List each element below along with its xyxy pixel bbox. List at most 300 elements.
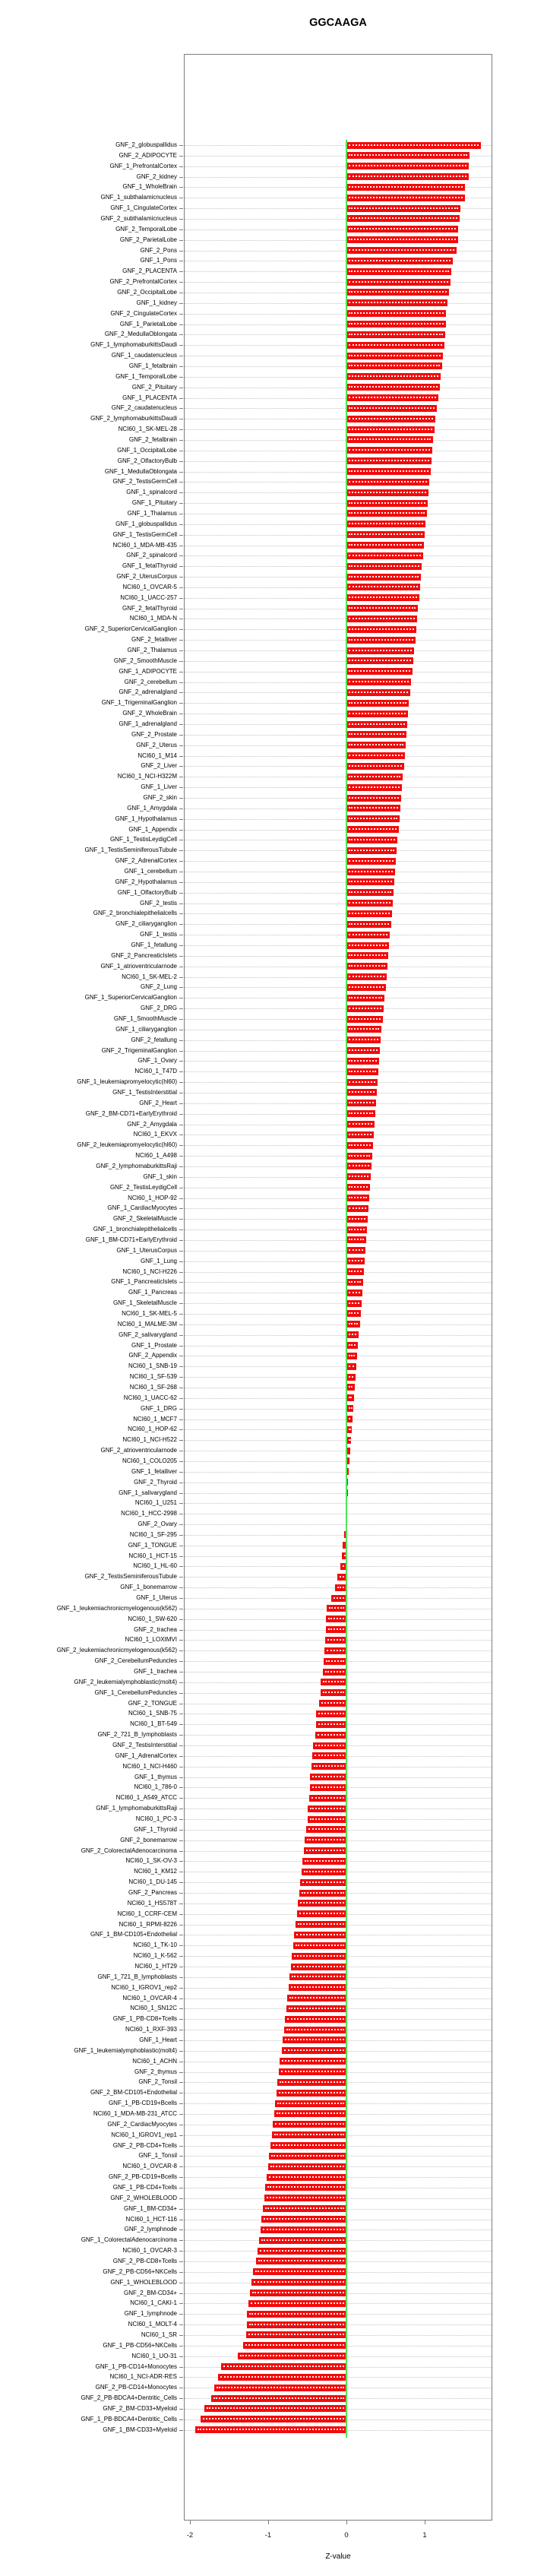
row-label: NCI60_1_A498 xyxy=(135,1152,177,1160)
row-label: GNF_2_PB-CD4+Tcells xyxy=(112,2141,177,2149)
bar xyxy=(304,1847,346,1854)
y-axis-tick xyxy=(179,2051,183,2052)
bar xyxy=(346,1016,383,1023)
x-axis-tick-label: 0 xyxy=(344,2531,349,2540)
row-gridline xyxy=(185,861,492,862)
y-axis-tick xyxy=(179,1587,183,1588)
bar xyxy=(346,1005,384,1012)
row-gridline xyxy=(185,924,492,925)
y-axis-tick xyxy=(179,2146,183,2147)
chart-title: GGCAAGA xyxy=(309,17,367,29)
row-gridline xyxy=(185,1114,492,1115)
row-label: GNF_2_bronchialepithelialcells xyxy=(93,910,177,917)
bar xyxy=(319,1700,346,1707)
row-gridline xyxy=(185,913,492,914)
row-label: GNF_1_spinalcord xyxy=(126,489,177,496)
bar xyxy=(323,1669,346,1676)
row-gridline xyxy=(185,1166,492,1167)
bar xyxy=(346,416,435,422)
row-label: GNF_1_TestisSeminiferousTubule xyxy=(84,847,177,854)
y-axis-tick xyxy=(179,271,183,272)
row-label: GNF_1_WholeBrain xyxy=(122,183,177,191)
row-label: GNF_1_fetalbrain xyxy=(128,362,177,369)
row-label: GNF_2_BM-CD33+Myeloid xyxy=(103,2404,177,2412)
bar xyxy=(285,2016,346,2023)
y-axis-tick xyxy=(179,1008,183,1009)
bar xyxy=(346,784,402,791)
bar xyxy=(346,1290,362,1296)
row-label: GNF_1_adrenalgland xyxy=(119,720,177,728)
row-label: GNF_1_leukemialymphoblastic(molt4) xyxy=(74,2046,177,2054)
y-axis-tick xyxy=(179,566,183,567)
bar xyxy=(346,236,458,243)
bar xyxy=(346,1405,353,1412)
bar xyxy=(346,1394,354,1401)
bar xyxy=(346,163,469,169)
y-axis-tick xyxy=(179,882,183,883)
row-label: GNF_1_PLACENTA xyxy=(122,394,177,401)
row-gridline xyxy=(185,334,492,335)
bar xyxy=(326,1626,346,1633)
bar xyxy=(346,489,428,496)
y-axis-tick xyxy=(179,187,183,188)
bar xyxy=(259,2237,346,2244)
bar xyxy=(346,721,407,728)
row-gridline xyxy=(185,1535,492,1536)
y-axis-tick xyxy=(179,2135,183,2136)
row-label: NCI60_1_UACC-257 xyxy=(120,593,177,601)
row-label: GNF_1_caudatenucleus xyxy=(111,352,177,359)
bar xyxy=(346,563,422,570)
row-label: GNF_1_WHOLEBLOOD xyxy=(110,2278,177,2286)
row-label: NCI60_1_SNB-19 xyxy=(128,1362,177,1370)
row-label: GNF_2_Pituitary xyxy=(131,383,177,391)
bar xyxy=(247,2321,346,2328)
y-axis-tick xyxy=(179,1735,183,1736)
row-label: GNF_2_CardiacMyocytes xyxy=(107,2120,177,2128)
y-axis-tick xyxy=(179,535,183,536)
bar xyxy=(346,362,442,369)
y-axis-tick xyxy=(179,1756,183,1757)
bar xyxy=(291,1964,346,1970)
y-axis-tick xyxy=(179,156,183,157)
row-label: GNF_2_PB-BDCA4+Dentritic_Cells xyxy=(81,2394,177,2402)
row-label: GNF_2_fetalliver xyxy=(131,636,177,644)
row-label: GNF_2_Uterus xyxy=(136,741,177,748)
row-gridline xyxy=(185,1261,492,1262)
bar xyxy=(346,184,465,191)
row-gridline xyxy=(185,1019,492,1020)
bar xyxy=(346,1216,368,1223)
row-label: NCI60_1_SK-MEL-5 xyxy=(122,1309,177,1317)
row-gridline xyxy=(185,850,492,851)
bar xyxy=(346,1173,371,1180)
y-axis-tick xyxy=(179,2261,183,2262)
row-label: GNF_1_ciliaryganglion xyxy=(115,1025,177,1033)
row-gridline xyxy=(185,1040,492,1041)
y-axis-tick xyxy=(179,766,183,767)
row-label: NCI60_1_SF-295 xyxy=(129,1530,177,1538)
y-axis-tick xyxy=(179,692,183,693)
y-axis-tick xyxy=(179,1282,183,1283)
y-axis-tick xyxy=(179,1893,183,1894)
row-label: GNF_2_PLACENTA xyxy=(122,267,177,275)
y-axis-tick xyxy=(179,682,183,683)
row-label: GNF_1_TestisGermCell xyxy=(112,530,177,538)
row-label: GNF_1_PrefrontalCortex xyxy=(109,162,177,169)
bar xyxy=(346,668,413,675)
y-axis-tick xyxy=(179,2229,183,2230)
bar xyxy=(311,1763,346,1770)
bar xyxy=(253,2268,346,2275)
row-label: NCI60_1_SR xyxy=(141,2331,177,2338)
y-axis-tick xyxy=(179,282,183,283)
row-label: NCI60_1_MDA-MB-231_ATCC xyxy=(93,2109,177,2117)
row-label: GNF_1_Pituitary xyxy=(131,499,177,507)
y-axis-tick xyxy=(179,251,183,252)
bar xyxy=(346,321,446,328)
row-gridline xyxy=(185,1493,492,1494)
row-label: GNF_2_PB-CD19+Bcells xyxy=(108,2173,177,2181)
bar xyxy=(346,510,427,517)
row-label: NCI60_1_OVCAR-8 xyxy=(122,2163,177,2170)
row-label: NCI60_1_MCF7 xyxy=(133,1415,177,1422)
y-axis-tick xyxy=(179,1619,183,1620)
row-label: NCI60_1_CCRF-CEM xyxy=(117,1910,177,1917)
row-label: GNF_2_SmoothMuscle xyxy=(113,657,177,664)
row-label: GNF_2_leukemiachronicmyelogenous(k562) xyxy=(56,1647,177,1654)
bar xyxy=(346,1331,359,1338)
bar xyxy=(324,1647,346,1654)
y-axis-tick xyxy=(179,1851,183,1852)
y-axis-tick xyxy=(179,1745,183,1746)
y-axis-tick xyxy=(179,461,183,462)
row-gridline xyxy=(185,692,492,693)
bar xyxy=(346,594,419,601)
bar xyxy=(346,657,413,664)
bar xyxy=(346,1416,353,1422)
y-axis-tick xyxy=(179,903,183,904)
row-label: GNF_2_trachea xyxy=(134,1625,177,1633)
y-axis-tick xyxy=(179,1787,183,1788)
row-label: NCI60_1_UO-31 xyxy=(131,2352,177,2359)
row-label: GNF_1_lymphomaburkittsDaudi xyxy=(90,341,177,349)
y-axis-tick xyxy=(179,1977,183,1978)
y-axis-tick xyxy=(179,408,183,409)
row-label: NCI60_1_SK-MEL-2 xyxy=(122,973,177,980)
row-gridline xyxy=(185,882,492,883)
bar xyxy=(346,205,460,212)
row-gridline xyxy=(185,945,492,946)
bar xyxy=(275,2100,346,2107)
bar xyxy=(273,2121,346,2128)
row-gridline xyxy=(185,987,492,988)
bar xyxy=(247,2311,346,2318)
bar xyxy=(286,2005,346,2012)
bar xyxy=(302,1858,346,1865)
bar xyxy=(346,173,469,180)
y-axis-tick xyxy=(179,787,183,788)
row-gridline xyxy=(185,1198,492,1199)
row-label: GNF_1_TestisLeydigCell xyxy=(109,836,177,843)
y-axis-tick xyxy=(179,2303,183,2304)
row-label: NCI60_1_HCT-15 xyxy=(128,1552,177,1559)
bar xyxy=(218,2374,346,2381)
row-label: NCI60_1_NCI-H322M xyxy=(117,773,177,780)
y-axis-tick xyxy=(179,1914,183,1915)
bar xyxy=(346,952,388,959)
row-gridline xyxy=(185,1472,492,1473)
bar xyxy=(346,932,390,938)
bar xyxy=(346,289,449,296)
bar xyxy=(346,826,399,833)
row-label: NCI60_1_ACHN xyxy=(132,2057,177,2065)
x-axis-tick-label: -1 xyxy=(264,2531,272,2540)
y-axis-tick xyxy=(179,1693,183,1694)
row-label: GNF_2_PB-CD56+NKCells xyxy=(103,2267,177,2275)
row-label: GNF_1_thymus xyxy=(134,1773,177,1780)
row-gridline xyxy=(185,1398,492,1399)
y-axis-tick xyxy=(179,1103,183,1104)
row-gridline xyxy=(185,1524,492,1525)
bar xyxy=(204,2405,346,2412)
row-label: GNF_1_TONGUE xyxy=(128,1541,177,1549)
row-label: GNF_1_CardiacMyocytes xyxy=(107,1204,177,1212)
bar xyxy=(346,616,417,622)
y-axis-tick xyxy=(179,1724,183,1725)
bar xyxy=(346,521,425,527)
row-gridline xyxy=(185,1335,492,1336)
row-label: GNF_1_fetallung xyxy=(131,941,177,949)
y-axis-tick xyxy=(179,377,183,378)
bar xyxy=(346,1036,381,1043)
y-axis-tick xyxy=(179,303,183,304)
y-axis-tick xyxy=(179,1882,183,1883)
bar xyxy=(346,1236,366,1243)
row-gridline xyxy=(185,1008,492,1009)
row-gridline xyxy=(185,1272,492,1273)
row-label: GNF_2_Pancreas xyxy=(128,1889,177,1896)
row-label: GNF_1_SkeletalMuscle xyxy=(112,1299,177,1307)
bar xyxy=(346,1110,375,1117)
row-gridline xyxy=(185,650,492,651)
row-label: NCI60_1_RXF-393 xyxy=(125,2026,177,2033)
y-axis-tick xyxy=(179,924,183,925)
bar xyxy=(346,973,387,980)
bar xyxy=(346,310,446,317)
y-axis-tick xyxy=(179,2240,183,2241)
bar xyxy=(221,2363,346,2370)
row-label: NCI60_1_COLO205 xyxy=(122,1457,177,1464)
y-axis-tick xyxy=(179,2166,183,2167)
row-label: GNF_1_Pons xyxy=(140,257,177,264)
y-axis-tick xyxy=(179,861,183,862)
bar xyxy=(256,2258,346,2264)
y-axis-tick xyxy=(179,208,183,209)
row-label: GNF_1_kidney xyxy=(136,299,177,306)
row-gridline xyxy=(185,830,492,831)
row-gridline xyxy=(185,703,492,704)
row-label: GNF_2_ADIPOCYTE xyxy=(119,151,177,159)
y-axis-tick xyxy=(179,629,183,630)
bar xyxy=(346,542,424,549)
row-label: GNF_2_721_B_lymphoblasts xyxy=(97,1731,177,1739)
y-axis-tick xyxy=(179,492,183,493)
row-gridline xyxy=(185,1208,492,1209)
y-axis-tick xyxy=(179,2324,183,2325)
y-axis-tick xyxy=(179,1198,183,1199)
y-axis-tick xyxy=(179,1419,183,1420)
y-axis-tick xyxy=(179,2335,183,2336)
row-label: GNF_2_thymus xyxy=(134,2068,177,2075)
y-axis-tick xyxy=(179,2356,183,2357)
row-label: NCI60_1_SF-539 xyxy=(129,1373,177,1381)
bar xyxy=(346,1247,365,1254)
row-label: GNF_2_bonemarrow xyxy=(120,1836,177,1843)
row-label: NCI60_1_MDA-MB-435 xyxy=(112,541,177,549)
row-label: NCI60_1_OVCAR-3 xyxy=(122,2247,177,2255)
bar xyxy=(346,1153,372,1160)
y-axis-tick xyxy=(179,1061,183,1062)
bar xyxy=(346,731,406,738)
y-axis-tick xyxy=(179,1366,183,1367)
row-label: GNF_1_PB-CD56+NKCells xyxy=(103,2341,177,2349)
row-label: NCI60_1_NCI-H460 xyxy=(122,1762,177,1770)
row-label: GNF_2_OccipitalLobe xyxy=(117,288,177,296)
row-label: GNF_1_subthalamicnucleus xyxy=(100,194,177,201)
row-label: GNF_2_TemporalLobe xyxy=(115,225,177,233)
bar xyxy=(211,2395,346,2402)
row-label: GNF_2_PancreaticIslets xyxy=(111,951,177,959)
bar xyxy=(346,142,481,149)
y-axis-tick xyxy=(179,1945,183,1946)
zero-line xyxy=(346,140,347,2438)
row-label: NCI60_1_HT29 xyxy=(134,1963,177,1970)
row-label: GNF_2_Prostate xyxy=(131,730,177,738)
bar xyxy=(346,752,405,759)
y-axis-tick xyxy=(179,1114,183,1115)
bar xyxy=(346,1353,357,1359)
row-gridline xyxy=(185,1071,492,1072)
bar xyxy=(346,531,425,538)
row-label: NCI60_1_HCC-2998 xyxy=(121,1510,177,1517)
row-label: NCI60_1_NCI-H522 xyxy=(122,1436,177,1444)
bar xyxy=(346,858,396,865)
row-gridline xyxy=(185,956,492,957)
row-label: GNF_1_ColorectalAdenocarcinoma xyxy=(81,2236,177,2244)
row-label: GNF_2_cerebellum xyxy=(124,678,177,685)
bar xyxy=(302,1869,346,1875)
row-label: GNF_1_BM-CD33+Myeloid xyxy=(103,2426,177,2433)
bar xyxy=(346,878,394,885)
bar xyxy=(346,605,418,612)
row-label: NCI60_1_PC-3 xyxy=(135,1815,177,1823)
y-axis-tick xyxy=(179,1261,183,1262)
y-axis-tick xyxy=(179,1682,183,1683)
y-axis-tick xyxy=(179,661,183,662)
bar xyxy=(313,1742,346,1749)
bar xyxy=(277,2090,346,2097)
bar xyxy=(346,1068,378,1075)
row-label: GNF_2_Tonsil xyxy=(138,2078,177,2086)
row-gridline xyxy=(185,787,492,788)
y-axis-tick xyxy=(179,2251,183,2252)
y-axis-tick xyxy=(179,1398,183,1399)
row-label: GNF_1_TemporalLobe xyxy=(115,372,177,380)
bar xyxy=(346,1142,373,1149)
row-label: GNF_1_PB-BDCA4+Dentritic_Cells xyxy=(81,2415,177,2423)
row-label: GNF_2_Heart xyxy=(139,1099,177,1106)
row-gridline xyxy=(185,1303,492,1304)
bar xyxy=(346,847,397,854)
row-label: NCI60_1_NCI-H226 xyxy=(122,1267,177,1275)
row-label: GNF_2_caudatenucleus xyxy=(111,404,177,412)
y-axis-tick xyxy=(179,756,183,757)
row-label: NCI60_1_M14 xyxy=(138,752,177,759)
bar xyxy=(282,2047,346,2054)
y-axis-tick xyxy=(179,850,183,851)
y-axis-tick xyxy=(179,1640,183,1641)
y-axis-tick xyxy=(179,240,183,241)
y-axis-tick xyxy=(179,1461,183,1462)
row-label: GNF_1_TrigeminalGanglion xyxy=(101,699,177,707)
row-label: GNF_2_lymphomaburkittsRaji xyxy=(96,1162,177,1169)
bar xyxy=(346,457,432,464)
y-axis-tick xyxy=(179,2156,183,2157)
row-gridline xyxy=(185,1282,492,1283)
row-label: GNF_1_bronchialepithelialcells xyxy=(93,1226,177,1233)
y-axis-tick xyxy=(179,145,183,146)
row-label: NCI60_1_KM12 xyxy=(134,1868,177,1875)
y-axis-tick xyxy=(179,2008,183,2009)
row-label: GNF_1_Thalamus xyxy=(127,509,177,517)
y-axis-tick xyxy=(179,1535,183,1536)
bar xyxy=(346,763,404,770)
y-axis-tick xyxy=(179,366,183,367)
bar xyxy=(346,447,432,454)
y-axis-tick xyxy=(179,2072,183,2073)
row-label: GNF_1_lymphomaburkittsRaji xyxy=(96,1805,177,1812)
row-label: GNF_2_Thyroid xyxy=(134,1478,177,1486)
y-axis-tick xyxy=(179,587,183,588)
row-label: NCI60_1_SN12C xyxy=(130,2005,177,2012)
bar xyxy=(315,1732,346,1739)
row-label: GNF_1_721_B_lymphoblasts xyxy=(97,1973,177,1980)
x-axis-tick xyxy=(190,2521,191,2524)
y-axis-tick xyxy=(179,913,183,914)
bar xyxy=(346,436,433,443)
y-axis-tick xyxy=(179,2293,183,2294)
bar xyxy=(346,942,389,949)
y-axis-tick xyxy=(179,1219,183,1220)
bar xyxy=(306,1826,346,1833)
row-gridline xyxy=(185,735,492,736)
row-gridline xyxy=(185,366,492,367)
bar xyxy=(214,2385,346,2391)
row-label: GNF_2_testis xyxy=(140,899,177,907)
y-axis-tick xyxy=(179,2419,183,2420)
y-axis-tick xyxy=(179,2272,183,2273)
row-label: GNF_2_lymphnode xyxy=(124,2226,177,2233)
y-axis-tick xyxy=(179,1493,183,1494)
row-gridline xyxy=(185,587,492,588)
row-label: NCI60_1_HL-60 xyxy=(133,1562,177,1570)
row-label: GNF_2_fetalbrain xyxy=(128,435,177,443)
row-label: GNF_2_TrigeminalGanglion xyxy=(101,1046,177,1054)
row-gridline xyxy=(185,1409,492,1410)
row-label: GNF_1_CingulateCortex xyxy=(110,204,177,212)
row-label: GNF_1_BM-CD34+ xyxy=(123,2204,177,2212)
